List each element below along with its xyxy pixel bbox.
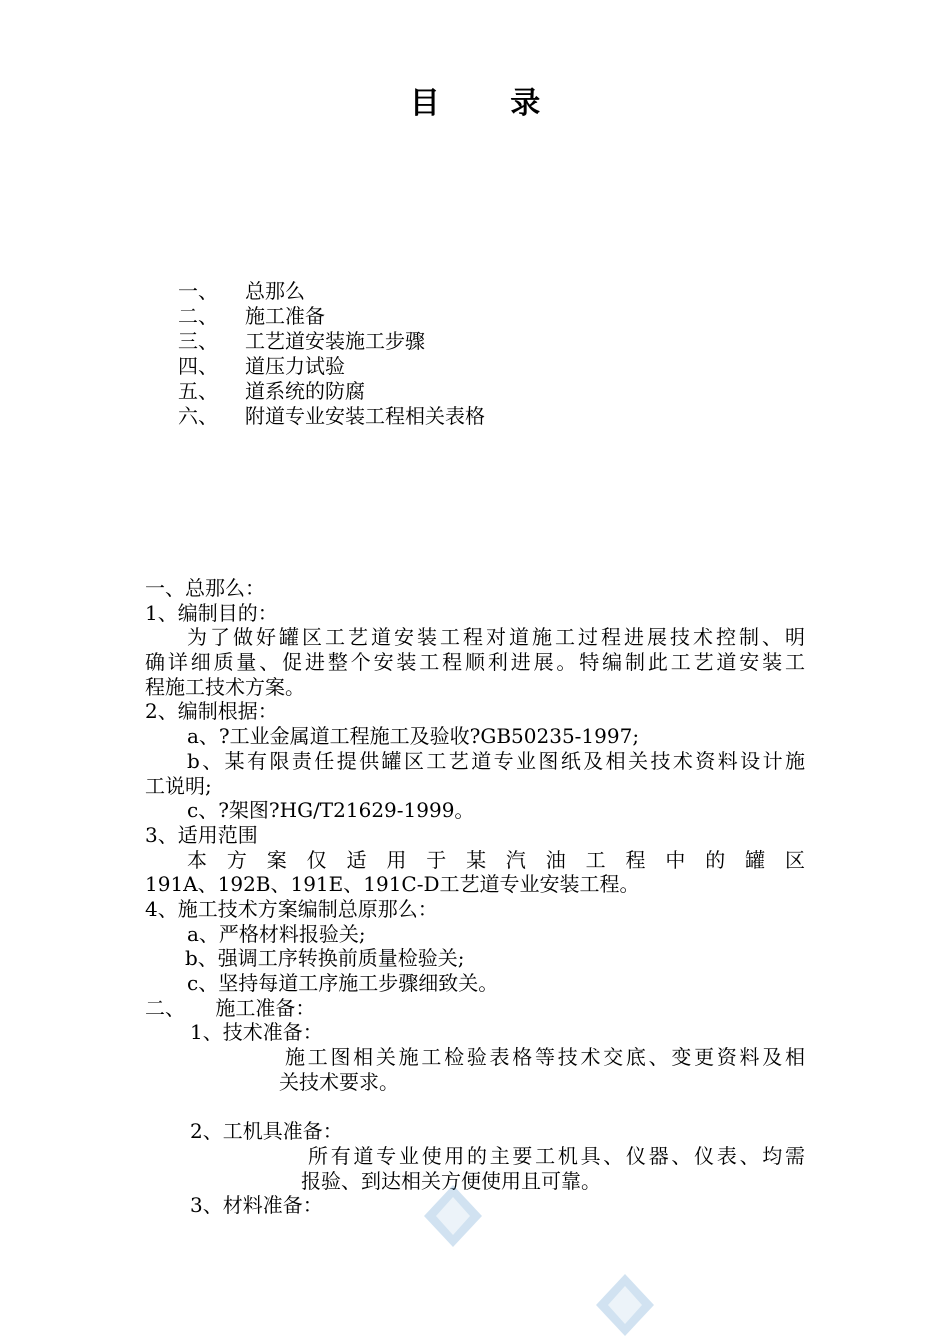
list-item: b、强调工序转换前质量检验关; xyxy=(185,946,465,971)
page-title: 目 录 xyxy=(409,86,571,121)
toc-number: 三、 xyxy=(178,329,218,353)
toc-label: 总那么 xyxy=(245,279,305,303)
subsection-heading: 3、材料准备： xyxy=(190,1193,323,1218)
watermark-snowflake-icon xyxy=(592,1272,658,1338)
toc-number: 四、 xyxy=(178,354,218,378)
paragraph-line: 确详细质量、促进整个安装工程顺利进展。特编制此工艺道安装工 xyxy=(145,650,805,675)
toc-item[interactable] xyxy=(178,279,485,304)
list-item: c、坚持每道工序施工步骤细致关。 xyxy=(187,971,499,995)
paragraph-line: 191A、192B、191E、191C-D工艺道专业安装工程。 xyxy=(145,872,640,897)
section-heading: 一、总那么： xyxy=(145,576,265,600)
toc-item[interactable] xyxy=(178,379,485,404)
list-item: c、?架图?HG/T21629-1999。 xyxy=(187,798,475,823)
toc-item[interactable] xyxy=(178,404,485,429)
toc-label: 施工准备 xyxy=(245,304,325,328)
toc-label: 道压力试验 xyxy=(245,354,345,378)
subsection-heading: 2、编制根据： xyxy=(145,699,278,724)
paragraph-line: 施工图相关施工检验表格等技术交底、变更资料及相 xyxy=(285,1045,805,1070)
blank-line xyxy=(145,1094,805,1119)
toc-label: 道系统的防腐 xyxy=(245,379,365,403)
section-heading: 二、 施工准备： xyxy=(145,995,316,1020)
subsection-heading: 4、施工技术方案编制总原那么： xyxy=(145,896,438,921)
toc-item[interactable] xyxy=(178,329,485,354)
watermark-snowflake-icon xyxy=(420,1183,486,1249)
toc-label: 工艺道安装施工步骤 xyxy=(245,329,425,353)
subsection-heading: 3、适用范围 xyxy=(145,822,258,847)
toc-number: 二、 xyxy=(178,304,218,328)
paragraph-line: 为了做好罐区工艺道安装工程对道施工过程进展技术控制、明 xyxy=(187,625,805,650)
paragraph-line: 关技术要求。 xyxy=(279,1069,399,1094)
toc-number: 一、 xyxy=(178,279,218,303)
subsection-heading: 2、工机具准备： xyxy=(190,1119,343,1144)
toc-item[interactable] xyxy=(178,304,485,329)
paragraph-line: 程施工技术方案。 xyxy=(145,674,305,699)
toc-label: 附道专业安装工程相关表格 xyxy=(245,404,485,428)
list-item: b、某有限责任提供罐区工艺道专业图纸及相关技术资料设计施 xyxy=(187,748,805,773)
table-of-contents xyxy=(178,279,485,429)
toc-number: 六、 xyxy=(178,404,218,428)
paragraph-line: 所有道专业使用的主要工机具、仪器、仪表、均需 xyxy=(308,1143,805,1168)
list-item: a、?工业金属道工程施工及验收?GB50235-1997; xyxy=(187,724,640,749)
subsection-heading: 1、技术准备： xyxy=(190,1020,323,1045)
toc-item[interactable] xyxy=(178,354,485,379)
toc-number: 五、 xyxy=(178,379,218,403)
paragraph-line: 报验、到达相关方便使用且可靠。 xyxy=(301,1168,601,1193)
list-item-continued: 工说明; xyxy=(145,773,212,798)
document-body xyxy=(145,576,805,1218)
subsection-heading: 1、编制目的： xyxy=(145,600,278,625)
list-item: a、严格材料报验关; xyxy=(187,921,366,946)
paragraph-line: 本方案仅适用于某汽油工程中的罐区 xyxy=(187,847,805,872)
